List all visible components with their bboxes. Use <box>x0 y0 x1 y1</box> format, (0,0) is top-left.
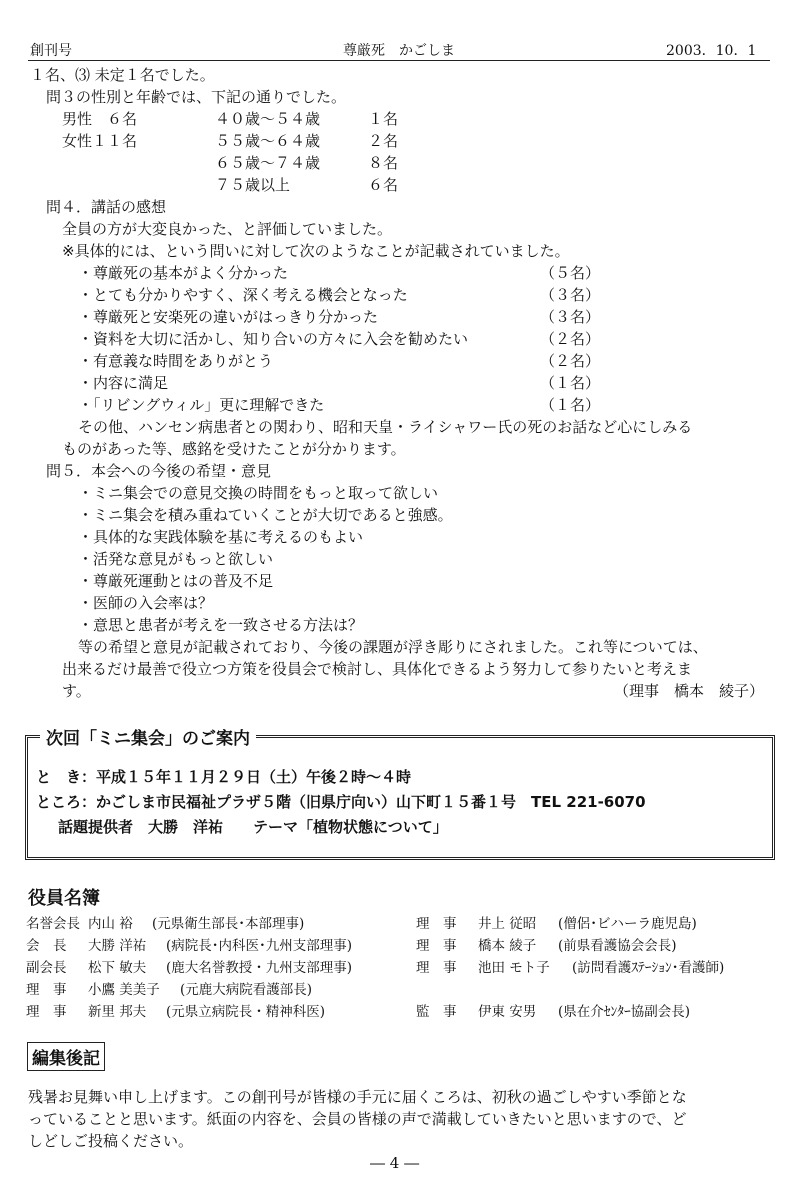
impression-count: （２名） <box>540 352 601 370</box>
impression-item: ・とても分かりやすく、深く考える機会となった <box>78 286 408 304</box>
age-count: １名 <box>368 110 399 128</box>
officer-name: 橋本 綾子 <box>478 938 537 954</box>
wish-item: ・意思と患者が考えを一致させる方法は？ <box>78 616 364 634</box>
header-rule <box>28 60 770 61</box>
age-count: ８名 <box>368 154 399 172</box>
announcement-title: 次回「ミニ集会」のご案内 <box>40 724 256 749</box>
meeting-speaker: 話題提供者 大勝 洋祐 テーマ「植物状態について」 <box>58 818 448 836</box>
officer-name: 松下 敏夫 <box>88 960 147 976</box>
editor-note-line: っていることと思います。紙面の内容を、会員の皆様の声で満載していきたいと思いますので、ど <box>28 1110 687 1128</box>
closing-line: 出来るだけ最善で役立つ方策を役員会で検討し、具体化できるよう努力して参りたいと考えま <box>62 660 693 678</box>
officer-note: (病院長･内科医･九州支部理事) <box>166 938 353 954</box>
officer-note: (元県衛生部長･本部理事) <box>152 916 305 932</box>
q4-heading: 問４．講話の感想 <box>46 198 167 216</box>
issue-label: 創刊号 <box>30 43 72 59</box>
officer-name: 池田 モト子 <box>478 960 550 976</box>
editor-note-title: 編集後記 <box>27 1042 105 1071</box>
officer-name: 井上 従昭 <box>478 916 537 932</box>
officer-note: (前県看護協会会長) <box>558 938 677 954</box>
meeting-date: と き：平成１５年１１月２９日（土）午後２時～４時 <box>36 768 412 786</box>
officer-name: 小鷹 美美子 <box>88 982 160 998</box>
wish-item: ・ミニ集会での意見交換の時間をもっと取って欲しい <box>78 484 439 502</box>
impression-item: ・尊厳死の基本がよく分かった <box>78 264 289 282</box>
officer-role: 理 事 <box>416 916 457 932</box>
line-undecided: １名、⑶ 未定１名でした。 <box>30 66 215 84</box>
age-count: ６名 <box>368 176 399 194</box>
officer-note: (僧侶･ビハーラ鹿児島) <box>558 916 697 932</box>
wish-item: ・具体的な実践体験を基に考えるのもよい <box>78 528 364 546</box>
officer-role: 副会長 <box>26 960 67 976</box>
officer-name: 内山 裕 <box>88 916 133 932</box>
impression-count: （２名） <box>540 330 601 348</box>
age-range: ５５歳～６４歳 <box>215 132 321 150</box>
age-range: ７５歳以上 <box>215 176 291 194</box>
age-count: ２名 <box>368 132 399 150</box>
impression-count: （３名） <box>540 308 601 326</box>
closing-line: す。 <box>62 682 91 700</box>
issue-date: 2003．10．1 <box>666 43 757 59</box>
impression-item: ・「リビングウィル」更に理解できた <box>78 396 325 414</box>
impression-item: ・資料を大切に活かし、知り合いの方々に入会を勧めたい <box>78 330 469 348</box>
officer-note: (訪問看護ｽﾃｰｼｮﾝ･看護師) <box>572 960 725 976</box>
q4-detail-intro: ※具体的には、という問いに対して次のようなことが記載されていました。 <box>62 242 570 260</box>
editor-note-line: しどしご投稿ください。 <box>28 1132 194 1150</box>
q4-other-line: ものがあった等、感銘を受けたことが分かります。 <box>62 440 406 458</box>
officer-note: (元鹿大病院看護部長) <box>180 982 313 998</box>
officer-role: 会 長 <box>26 938 67 954</box>
impression-item: ・有意義な時間をありがとう <box>78 352 274 370</box>
officer-name: 新里 邦夫 <box>88 1004 147 1020</box>
officer-role: 理 事 <box>416 960 457 976</box>
officer-role: 理 事 <box>416 938 457 954</box>
editor-note-line: 残暑お見舞い申し上げます。この創刊号が皆様の手元に届くころは、初秋の過ごしやすい季節とな <box>28 1088 687 1106</box>
officer-name: 大勝 洋祐 <box>88 938 147 954</box>
impression-count: （１名） <box>540 396 601 414</box>
gender-female: 女性１１名 <box>62 132 138 150</box>
meeting-venue: ところ：かごしま市民福祉プラザ５階（旧県庁向い）山下町１５番１号 TEL 221-6070 <box>36 793 646 811</box>
officer-note: (鹿大名誉教授・九州支部理事) <box>166 960 353 976</box>
q3-intro: 問３の性別と年齢では、下記の通りでした。 <box>46 88 347 106</box>
gender-male: 男性 ６名 <box>62 110 138 128</box>
impression-item: ・尊厳死と安楽死の違いがはっきり分かった <box>78 308 379 326</box>
wish-item: ・尊厳死運動とはの普及不足 <box>78 572 274 590</box>
officers-title: 役員名簿 <box>28 888 100 909</box>
officer-role: 監 事 <box>416 1004 457 1020</box>
q5-heading: 問５．本会への今後の希望・意見 <box>46 462 272 480</box>
age-range: ６５歳～７４歳 <box>215 154 321 172</box>
wish-item: ・活発な意見がもっと欲しい <box>78 550 274 568</box>
officer-note: (元県立病院長・精神科医) <box>166 1004 326 1020</box>
wish-item: ・ミニ集会を積み重ねていくことが大切であると強感。 <box>78 506 453 524</box>
newsletter-title: 尊厳死 かごしま <box>343 43 455 59</box>
closing-line: 等の希望と意見が記載されており、今後の課題が浮き彫りにされました。これ等については、 <box>78 638 708 656</box>
q4-summary: 全員の方が大変良かった、と評価していました。 <box>62 220 393 238</box>
officer-role: 理 事 <box>26 982 67 998</box>
age-range: ４０歳～５４歳 <box>215 110 321 128</box>
officer-role: 理 事 <box>26 1004 67 1020</box>
author-signature: （理事 橋本 綾子） <box>614 682 765 700</box>
q4-other-line: その他、ハンセン病患者との関わり、昭和天皇・ライシャワー氏の死のお話など心にしみる <box>78 418 693 436</box>
officer-role: 名誉会長 <box>26 916 80 932</box>
impression-count: （１名） <box>540 374 601 392</box>
impression-count: （３名） <box>540 286 601 304</box>
wish-item: ・医師の入会率は？ <box>78 594 214 612</box>
impression-count: （５名） <box>540 264 601 282</box>
impression-item: ・内容に満足 <box>78 374 169 392</box>
officer-note: (県在介ｾﾝﾀｰ協副会長) <box>558 1004 691 1020</box>
officer-name: 伊東 安男 <box>478 1004 537 1020</box>
page-number: ― 4 ― <box>370 1154 420 1172</box>
